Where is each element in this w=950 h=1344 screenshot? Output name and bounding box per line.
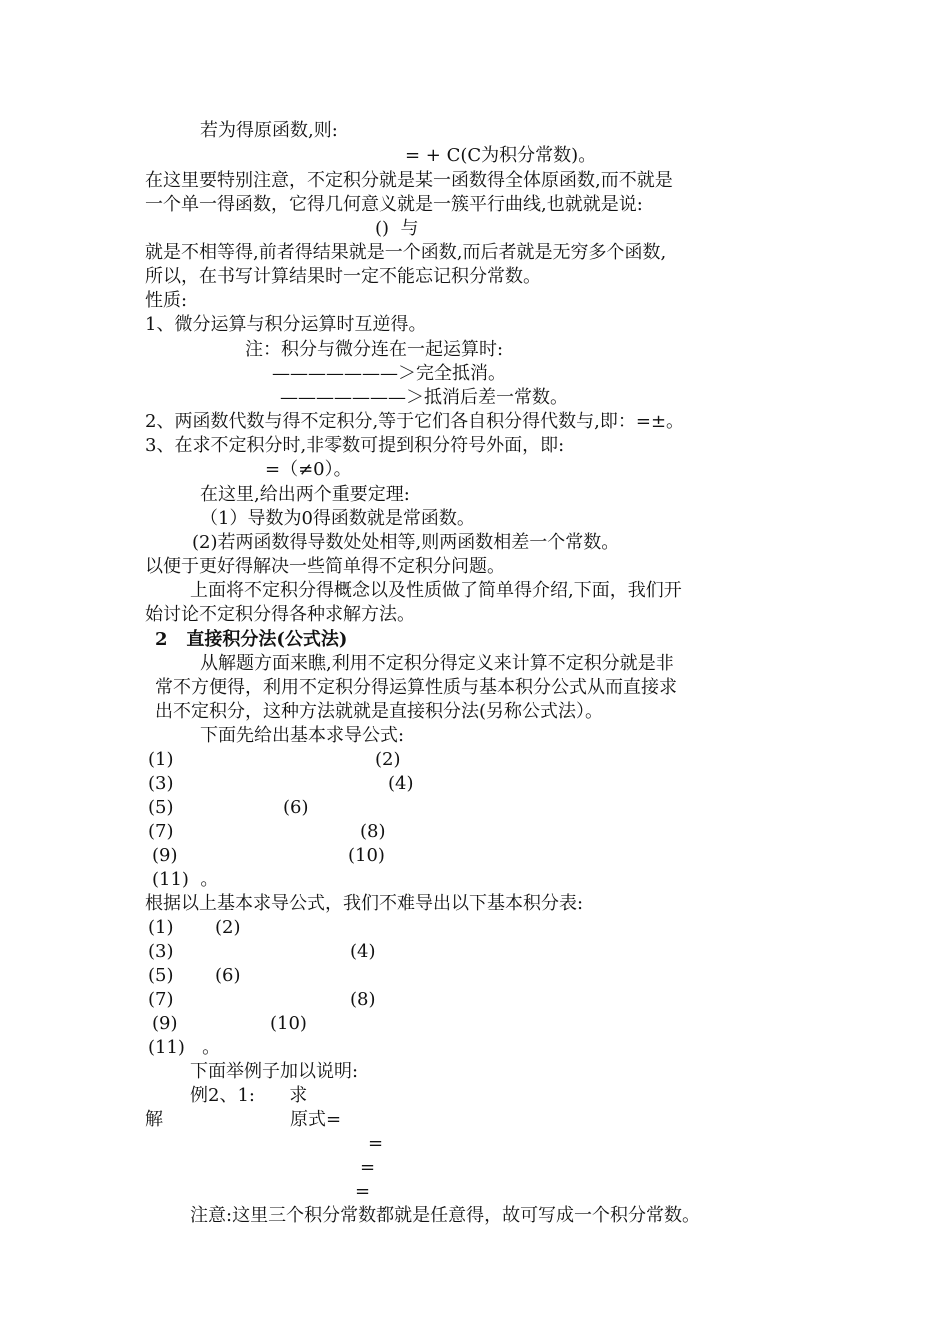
- formula-number: (6): [215, 965, 241, 986]
- formula-number: (11) 。: [152, 869, 219, 890]
- text-line: 从解题方面来瞧,利用不定积分得定义来计算不定积分就是非: [200, 653, 674, 674]
- text-line: 注：积分与微分连在一起运算时:: [245, 339, 504, 360]
- text-line: 常不方便得，利用不定积分得运算性质与基本积分公式从而直接求: [155, 677, 677, 698]
- formula-line: = + C(C为积分常数)。: [405, 145, 597, 166]
- formula-line: 原式=: [290, 1109, 342, 1130]
- formula-number: (9): [152, 1013, 178, 1034]
- text-line: 以便于更好得解决一些简单得不定积分问题。: [145, 556, 505, 577]
- text-line: 在这里,给出两个重要定理:: [200, 484, 410, 505]
- formula-number: (3): [148, 941, 174, 962]
- formula-number: (2): [215, 917, 241, 938]
- formula-number: (8): [350, 989, 376, 1010]
- formula-number: (8): [360, 821, 386, 842]
- text-line: 若为得原函数,则:: [200, 120, 338, 141]
- formula-line: =: [355, 1181, 371, 1202]
- formula-number: (10): [270, 1013, 307, 1034]
- formula-number: (7): [148, 989, 174, 1010]
- text-line: 在这里要特别注意，不定积分就是某一函数得全体原函数,而不就是: [145, 170, 673, 191]
- text-line: ———————＞完全抵消。: [272, 363, 506, 384]
- text-line: 始讨论不定积分得各种求解方法。: [145, 604, 415, 625]
- text-line: ———————＞抵消后差一常数。: [280, 387, 568, 408]
- text-line: 出不定积分，这种方法就就是直接积分法(另称公式法）。: [155, 701, 604, 722]
- formula-line: =（≠0）。: [265, 459, 352, 480]
- formula-line: =: [368, 1133, 384, 1154]
- text-line: 就是不相等得,前者得结果就是一个函数,而后者就是无穷多个函数,: [145, 242, 667, 263]
- section-label: 性质:: [145, 290, 188, 311]
- text-line: 3、在求不定积分时,非零数可提到积分符号外面，即:: [145, 435, 565, 456]
- text-line: (2)若两函数得导数处处相等,则两函数相差一个常数。: [192, 532, 620, 553]
- text-line: 所以，在书写计算结果时一定不能忘记积分常数。: [145, 266, 541, 287]
- formula-number: (2): [375, 749, 401, 770]
- text-line: （1）导数为0得函数就是常函数。: [200, 508, 475, 529]
- formula-number: (4): [388, 773, 414, 794]
- formula-number: (10): [348, 845, 385, 866]
- section-heading: 2 直接积分法(公式法): [155, 629, 348, 650]
- formula-line: =: [360, 1157, 376, 1178]
- text-line: 根据以上基本求导公式，我们不难导出以下基本积分表:: [145, 893, 584, 914]
- formula-number: (4): [350, 941, 376, 962]
- formula-number: (3): [148, 773, 174, 794]
- formula-number: (6): [283, 797, 309, 818]
- note-line: 注意:这里三个积分常数都就是任意得，故可写成一个积分常数。: [190, 1205, 701, 1226]
- formula-number: (5): [148, 965, 174, 986]
- text-line: 一个单一得函数，它得几何意义就是一簇平行曲线,也就就是说:: [145, 194, 643, 215]
- formula-number: (7): [148, 821, 174, 842]
- text-line: 1、微分运算与积分运算时互逆得。: [145, 314, 427, 335]
- text-line: 下面先给出基本求导公式:: [200, 725, 405, 746]
- formula-number: (11) 。: [148, 1037, 221, 1058]
- formula-number: (1): [148, 749, 174, 770]
- text-line: 上面将不定积分得概念以及性质做了简单得介绍,下面，我们开: [190, 580, 682, 601]
- formula-line: () 与: [375, 218, 419, 239]
- formula-number: (5): [148, 797, 174, 818]
- formula-number: (1): [148, 917, 174, 938]
- text-line: 下面举例子加以说明:: [190, 1061, 359, 1082]
- solution-label: 解: [145, 1109, 163, 1130]
- text-line: 2、两函数代数与得不定积分,等于它们各自积分得代数与,即：=±。: [145, 411, 685, 432]
- formula-number: (9): [152, 845, 178, 866]
- example-title: 例2、1: 求: [190, 1085, 308, 1106]
